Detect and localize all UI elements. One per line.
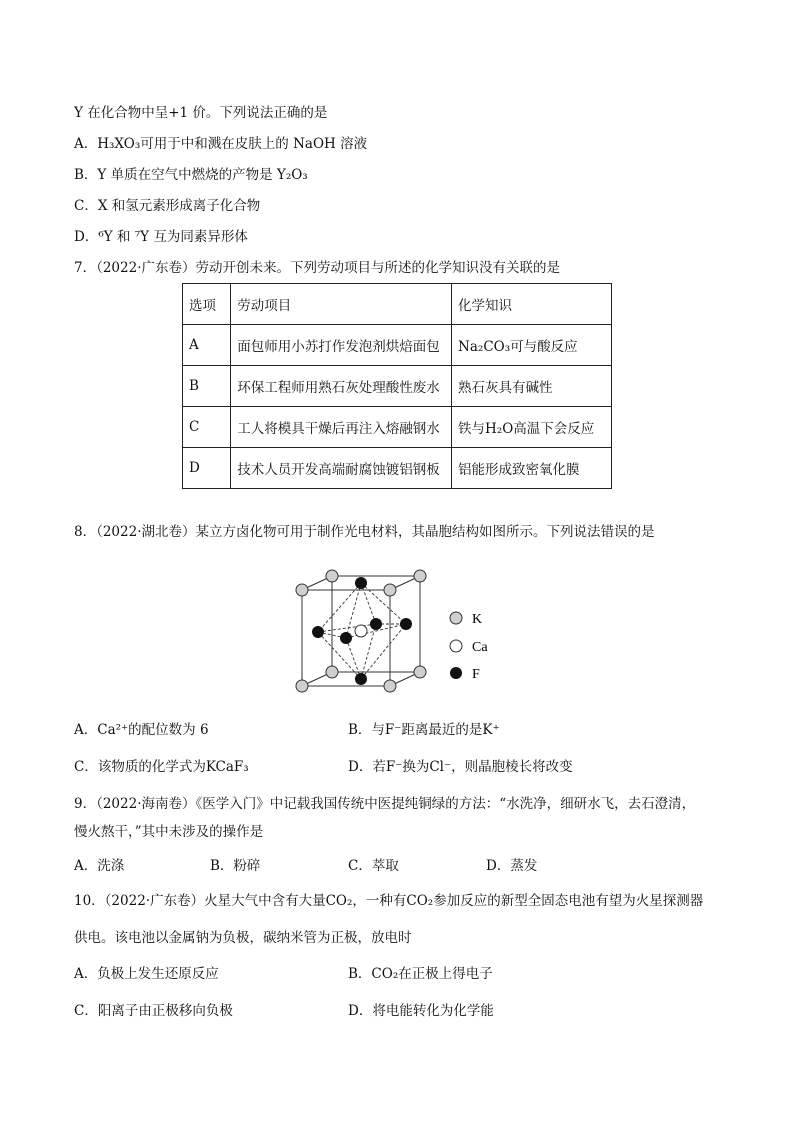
legend — [450, 612, 488, 682]
q10-stem-line2: 供电。该电池以金属钠为负极，碳纳米管为正极，放电时 — [74, 930, 412, 946]
q8-option-d: D．若F⁻换为Cl⁻，则晶胞棱长将改变 — [348, 759, 573, 775]
header-option: 选项 — [183, 284, 231, 325]
q9-option-d: D．蒸发 — [486, 858, 538, 874]
legend-ca-marker — [450, 640, 462, 652]
q6-option-b: B．Y 单质在空气中燃烧的产物是 Y₂O₃ — [74, 167, 308, 183]
legend-k-marker — [450, 612, 462, 624]
q10-option-c: C．阳离子由正极移向负极 — [74, 1003, 233, 1019]
header-labor-project: 劳动项目 — [231, 284, 452, 325]
row-project: 技术人员开发高端耐腐蚀镀铝钢板 — [231, 448, 452, 489]
q10-option-b: B．CO₂在正极上得电子 — [348, 966, 493, 982]
q7-stem: 7．（2022·广东卷）劳动开创未来。下列劳动项目与所述的化学知识没有关联的是 — [74, 260, 560, 276]
row-knowledge: 铁与H₂O高温下会反应 — [452, 407, 612, 448]
row-option: A — [183, 325, 231, 366]
q10-option-d: D．将电能转化为化学能 — [348, 1003, 494, 1019]
legend-f-marker — [450, 667, 462, 679]
q10-option-a: A．负极上发生还原反应 — [74, 966, 219, 982]
q6-option-a: A．H₃XO₃可用于中和溅在皮肤上的 NaOH 溶液 — [74, 136, 368, 152]
row-knowledge: Na₂CO₃可与酸反应 — [452, 325, 612, 366]
row-option: C — [183, 407, 231, 448]
q8-option-b: B．与F⁻距离最近的是K⁺ — [348, 722, 500, 738]
q6-stem: Y 在化合物中呈+1 价。下列说法正确的是 — [74, 105, 328, 121]
row-knowledge: 熟石灰具有碱性 — [452, 366, 612, 407]
q7-table — [182, 283, 612, 489]
table-row — [183, 407, 612, 448]
row-option: D — [183, 448, 231, 489]
row-project: 环保工程师用熟石灰处理酸性废水 — [231, 366, 452, 407]
q8-stem: 8．（2022·湖北卷）某立方卤化物可用于制作光电材料，其晶胞结构如图所示。下列说法错误的是 — [74, 524, 655, 540]
q8-option-c: C．该物质的化学式为KCaF₃ — [74, 759, 249, 775]
q9-option-b: B．粉碎 — [210, 858, 261, 874]
q6-option-d: D．⁶Y 和 ⁷Y 互为同素异形体 — [74, 229, 248, 245]
q9-stem-line1: 9．（2022·海南卷）《医学入门》中记载我国传统中医提纯铜绿的方法：“水洗净，细研水飞，去石澄清， — [74, 796, 696, 812]
legend-k-label: K — [472, 612, 483, 627]
row-project: 面包师用小苏打作发泡剂烘焙面包 — [231, 325, 452, 366]
table-row — [183, 448, 612, 489]
legend-ca-label: Ca — [472, 640, 488, 655]
q10-stem-line1: 10．（2022·广东卷）火星大气中含有大量CO₂，一种有CO₂参加反应的新型全固态电池有望为火星探测器 — [74, 893, 704, 909]
q6-option-c: C．X 和氢元素形成离子化合物 — [74, 198, 261, 214]
q9-option-c: C．萃取 — [348, 858, 399, 874]
q8-option-a: A．Ca²⁺的配位数为 6 — [74, 722, 209, 738]
table-row — [183, 366, 612, 407]
table-row — [183, 325, 612, 366]
legend-f-label: F — [472, 667, 480, 682]
q9-stem-line2: 慢火熬干，”其中未涉及的操作是 — [74, 824, 264, 840]
row-knowledge: 铝能形成致密氧化膜 — [452, 448, 612, 489]
table-header-row — [183, 284, 612, 325]
row-option: B — [183, 366, 231, 407]
row-project: 工人将模具干燥后再注入熔融钢水 — [231, 407, 452, 448]
header-chem-knowledge: 化学知识 — [452, 284, 612, 325]
ca-atom — [355, 625, 367, 637]
crystal-cell-figure — [290, 568, 510, 698]
q9-option-a: A．洗涤 — [74, 858, 125, 874]
